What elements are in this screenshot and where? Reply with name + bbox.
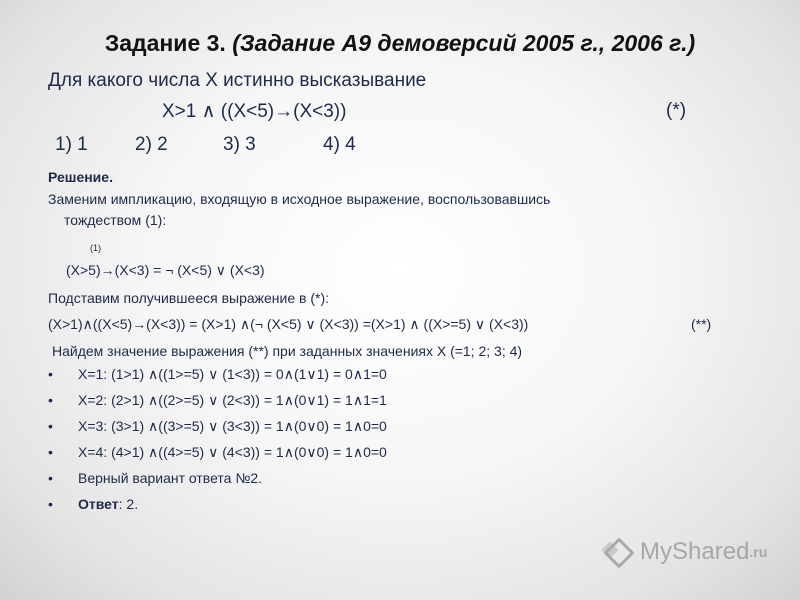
solution-para1-line2: тождеством (1): — [64, 212, 167, 228]
slide-title — [0, 30, 800, 57]
option-1: 1) 1 — [55, 134, 88, 155]
answer-options — [55, 134, 356, 156]
bullet-icon: • — [48, 392, 53, 408]
list-item: • X=2: (2>1) ∧((2>=5) ∨ (2<3)) = 1∧(0∨1) = 1∧1=1 — [48, 387, 387, 413]
title-main: Задание 3. — [104, 30, 233, 56]
title-sub: (Задание А9 демоверсий 2005 г., 2006 г.) — [232, 30, 696, 56]
answer-value: : 2. — [118, 496, 139, 512]
list-item: • X=4: (4>1) ∧((4>=5) ∨ (4<3)) = 1∧(0∨0) = 1∧0=0 — [48, 439, 387, 465]
formula-tag: (*) — [666, 100, 687, 121]
solution-para1-line1: Заменим импликацию, входящую в исходное выражение, воспользовавшись — [48, 191, 551, 207]
solution-para2: Подставим получившееся выражение в (*): — [48, 290, 330, 306]
answer-item — [48, 491, 387, 517]
option-3: 3) 3 — [223, 134, 256, 155]
bullet-icon: • — [48, 418, 53, 434]
solution-para4: Найдем значение выражения (**) при заданных значениях X (=1; 2; 3; 4) — [52, 343, 523, 359]
identity-ref: (1) — [90, 243, 101, 253]
list-item: • Верный вариант ответа №2. — [48, 465, 387, 491]
question-text: Для какого числа X истинно высказывание — [48, 70, 427, 91]
watermark-logo — [600, 534, 770, 574]
evaluation-list — [48, 361, 387, 517]
list-item: • X=1: (1>1) ∧((1>=5) ∨ (1<3)) = 0∧(1∨1) = 0∧1=0 — [48, 361, 387, 387]
list-item: • X=3: (3>1) ∧((3>=5) ∨ (3<3)) = 1∧(0∨0) = 1∧0=0 — [48, 413, 387, 439]
bullet-icon: • — [48, 496, 53, 512]
solution-para3: (X>1)∧((X<5)→(X<3)) = (X>1) ∧(¬ (X<5) ∨ (X<3)) =(X>1) ∧ ((X>=5) ∨ (X<3)) — [48, 316, 529, 332]
option-4: 4) 4 — [323, 134, 356, 155]
answer-label: Ответ — [78, 496, 119, 512]
solution-heading: Решение. — [48, 169, 113, 185]
bullet-icon: • — [48, 470, 53, 486]
logo-text: MyShared.ru — [640, 538, 768, 565]
identity-formula: (X>5)→(X<3) = ¬ (X<5) ∨ (X<3) — [66, 262, 265, 278]
formula: X>1 ∧ ((X<5)→(X<3)) — [162, 101, 347, 122]
bullet-icon: • — [48, 366, 53, 382]
option-2: 2) 2 — [135, 134, 168, 155]
bullet-icon: • — [48, 444, 53, 460]
solution-para3-tag: (**) — [691, 316, 712, 332]
